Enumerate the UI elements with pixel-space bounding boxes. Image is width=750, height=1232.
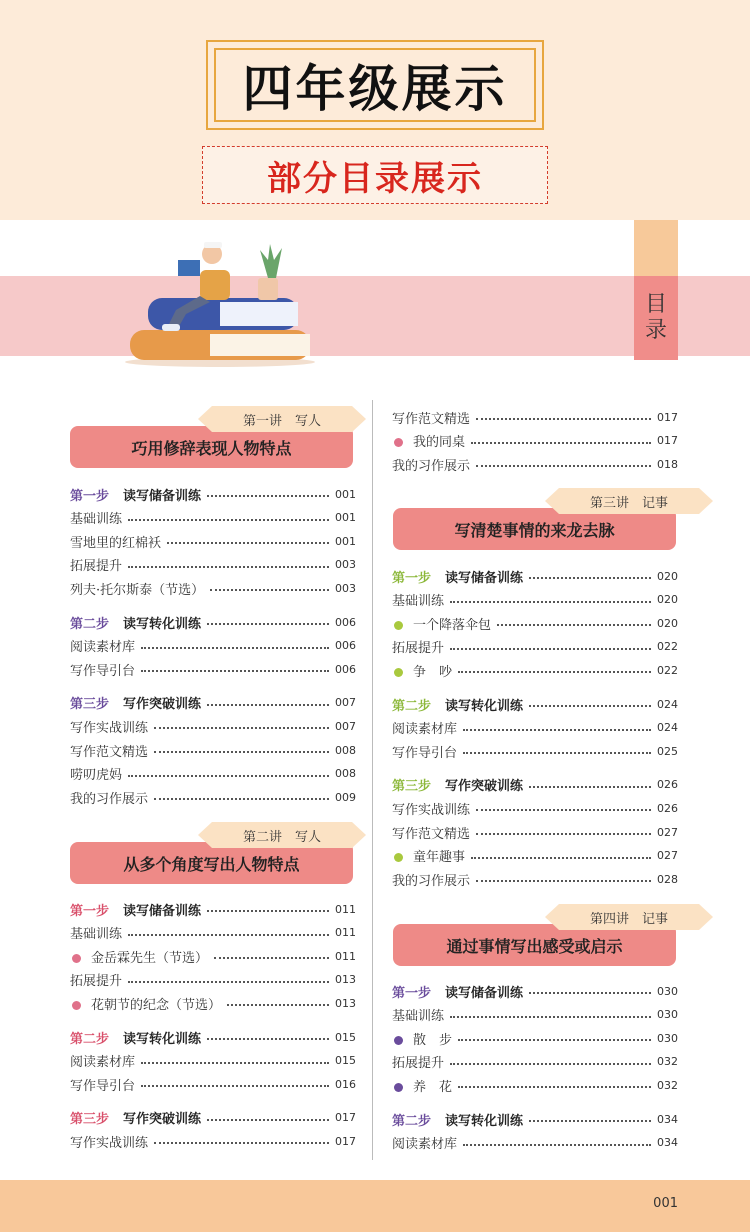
step-title: 写作突破训练 (123, 697, 202, 713)
entry-title: 花朝节的纪念（节选） (91, 997, 222, 1013)
entry-title: 争 吵 (413, 664, 453, 680)
entry-title: 拓展提升 (392, 1056, 445, 1072)
leader-dots (458, 1039, 651, 1041)
lecture-title: 从多个角度写出人物特点 (70, 842, 353, 884)
leader-dots (476, 465, 651, 467)
page-ref: 034 (657, 1112, 678, 1126)
toc-entry-row[interactable] (392, 740, 678, 762)
toc-entry-row[interactable] (70, 969, 356, 991)
toc-entry-row[interactable] (70, 530, 356, 552)
bullet-dot-icon (394, 438, 403, 447)
entry-title: 写作实战训练 (70, 1135, 149, 1151)
reading-boy-illustration (120, 230, 330, 370)
toc-entry-row[interactable] (70, 635, 356, 657)
toc-entry-row[interactable] (392, 1132, 678, 1154)
page-ref: 017 (335, 1111, 356, 1125)
page-ref: 020 (657, 616, 678, 630)
toc-step-row[interactable] (392, 774, 678, 796)
toc-entry-row[interactable] (392, 1051, 678, 1073)
leader-dots (128, 566, 329, 568)
lecture-header (70, 406, 353, 470)
page-ref: 026 (657, 778, 678, 792)
leader-dots (471, 857, 651, 859)
page-ref: 015 (335, 1030, 356, 1044)
leader-dots (529, 786, 651, 788)
leader-dots (450, 1063, 651, 1065)
leader-dots (207, 1119, 329, 1121)
bullet-dot-icon (72, 1001, 81, 1010)
leader-dots (128, 981, 329, 983)
page-ref: 020 (657, 593, 678, 607)
toc-entry-row[interactable] (392, 589, 678, 611)
leader-dots (476, 880, 651, 882)
step-title: 写作突破训练 (445, 779, 524, 795)
page-ref: 016 (335, 1077, 356, 1091)
toc-entry-row[interactable] (70, 715, 356, 737)
entry-title: 基础训练 (392, 594, 445, 610)
lecture-title: 通过事情写出感受或启示 (393, 924, 676, 966)
leader-dots (154, 798, 329, 800)
toc-entry-row[interactable] (392, 612, 678, 634)
entry-title: 写作导引台 (70, 1078, 136, 1094)
bullet-dot-icon (394, 621, 403, 630)
toc-entry-row[interactable] (70, 739, 356, 761)
toc-step-row[interactable] (392, 980, 678, 1002)
step-number: 第三步 (70, 1112, 110, 1128)
page-ref: 024 (657, 721, 678, 735)
step-title: 读写转化训练 (445, 1113, 524, 1129)
leader-dots (154, 751, 329, 753)
toc-entry-row[interactable] (392, 636, 678, 658)
toc-step-row[interactable] (70, 483, 356, 505)
leader-dots (128, 934, 329, 936)
page-ref: 011 (335, 926, 356, 940)
title-frame (206, 40, 544, 130)
page-ref: 011 (335, 949, 356, 963)
page-ref: 024 (657, 697, 678, 711)
toc-entry-row[interactable] (392, 821, 678, 843)
step-number: 第三步 (70, 697, 110, 713)
entry-title: 基础训练 (70, 927, 123, 943)
step-number: 第一步 (70, 903, 110, 919)
bullet-dot-icon (394, 1036, 403, 1045)
lecture-header (393, 488, 676, 552)
toc-entry-row[interactable] (70, 577, 356, 599)
leader-dots (529, 577, 651, 579)
leader-dots (167, 542, 329, 544)
page-title: 四年级展示 (242, 60, 508, 118)
toc-step-row[interactable] (70, 692, 356, 714)
step-number: 第一步 (392, 985, 432, 1001)
leader-dots (463, 729, 651, 731)
entry-title: 写作范文精选 (70, 744, 149, 760)
entry-title: 拓展提升 (392, 641, 445, 657)
step-number: 第三步 (392, 779, 432, 795)
toc-step-row[interactable] (392, 565, 678, 587)
toc-entry-row[interactable] (70, 786, 356, 808)
leader-dots (207, 910, 329, 912)
page-ref: 009 (335, 790, 356, 804)
page-ref: 030 (657, 1008, 678, 1022)
page-ref: 020 (657, 569, 678, 583)
entry-title: 拓展提升 (70, 559, 123, 575)
entry-title: 基础训练 (392, 1009, 445, 1025)
page-ref: 006 (335, 662, 356, 676)
entry-title: 拓展提升 (70, 974, 123, 990)
page-ref: 008 (335, 743, 356, 757)
page-ref: 003 (335, 558, 356, 572)
page-ref: 034 (657, 1136, 678, 1150)
toc-entry-row[interactable] (392, 406, 678, 428)
leader-dots (141, 1062, 329, 1064)
bullet-dot-icon (72, 954, 81, 963)
leader-dots (450, 648, 651, 650)
toc-step-row[interactable] (392, 693, 678, 715)
page-ref: 008 (335, 767, 356, 781)
lecture-tag: 第一讲 写人 (212, 406, 352, 432)
leader-dots (154, 727, 329, 729)
entry-title: 一个降落伞包 (413, 617, 492, 633)
step-number: 第二步 (70, 1031, 110, 1047)
page-ref: 030 (657, 984, 678, 998)
entry-title: 写作实战训练 (392, 802, 471, 818)
toc-entry-row[interactable] (392, 453, 678, 475)
leader-dots (463, 1144, 651, 1146)
footer-band (0, 1180, 750, 1232)
toc-entry-row[interactable] (70, 992, 356, 1014)
leader-dots (471, 442, 651, 444)
entry-title: 唠叨虎妈 (70, 768, 123, 784)
toc-entry-row[interactable] (392, 717, 678, 739)
page-ref: 001 (335, 487, 356, 501)
toc-step-row[interactable] (70, 898, 356, 920)
toc-entry-row[interactable] (392, 1004, 678, 1026)
entry-title: 阅读素材库 (70, 1055, 136, 1071)
page-ref: 011 (335, 902, 356, 916)
toc-entry-row[interactable] (392, 797, 678, 819)
step-number: 第一步 (70, 488, 110, 504)
leader-dots (476, 833, 651, 835)
leader-dots (458, 671, 651, 673)
toc-entry-row[interactable] (70, 1130, 356, 1152)
entry-title: 写作范文精选 (392, 826, 471, 842)
page-ref: 026 (657, 801, 678, 815)
toc-entry-row[interactable] (392, 659, 678, 681)
toc-entry-row[interactable] (392, 868, 678, 890)
step-number: 第二步 (70, 616, 110, 632)
step-title: 写作突破训练 (123, 1112, 202, 1128)
bullet-dot-icon (394, 668, 403, 677)
lecture-title: 巧用修辞表现人物特点 (70, 426, 353, 468)
toc-step-row[interactable] (70, 611, 356, 633)
entry-title: 写作实战训练 (70, 720, 149, 736)
page-ref: 017 (657, 434, 678, 448)
lecture-header (70, 822, 353, 886)
step-title: 读写储备训练 (123, 903, 202, 919)
leader-dots (207, 623, 329, 625)
toc-entry-row[interactable] (70, 922, 356, 944)
toc-entry-row[interactable] (70, 945, 356, 967)
entry-title: 雪地里的红棉袄 (70, 535, 162, 551)
entry-title: 散 步 (413, 1032, 453, 1048)
toc-step-row[interactable] (70, 1107, 356, 1129)
leader-dots (128, 775, 329, 777)
page-ref: 022 (657, 663, 678, 677)
leader-dots (207, 1038, 329, 1040)
entry-title: 基础训练 (70, 512, 123, 528)
bullet-dot-icon (394, 853, 403, 862)
leader-dots (154, 1142, 329, 1144)
leader-dots (207, 704, 329, 706)
toc-entry-row[interactable] (70, 1050, 356, 1072)
entry-title: 我的同桌 (413, 435, 466, 451)
contents-char-1: 目 (644, 292, 667, 317)
entry-title: 金岳霖先生（节选） (91, 950, 209, 966)
toc-entry-row[interactable] (392, 1027, 678, 1049)
leader-dots (497, 624, 651, 626)
page-ref: 017 (657, 410, 678, 424)
toc-entry-row[interactable] (70, 507, 356, 529)
page-ref: 013 (335, 973, 356, 987)
leader-dots (476, 418, 651, 420)
leader-dots (141, 670, 329, 672)
entry-title: 我的习作展示 (70, 791, 149, 807)
page-ref: 028 (657, 872, 678, 886)
step-number: 第二步 (392, 698, 432, 714)
leader-dots (207, 495, 329, 497)
step-title: 读写转化训练 (445, 698, 524, 714)
step-number: 第一步 (392, 570, 432, 586)
toc-step-row[interactable] (392, 1108, 678, 1130)
page-ref: 027 (657, 849, 678, 863)
toc-entry-row[interactable] (392, 430, 678, 452)
entry-title: 写作导引台 (70, 663, 136, 679)
leader-dots (450, 601, 651, 603)
toc-entry-row[interactable] (70, 763, 356, 785)
entry-title: 我的习作展示 (392, 458, 471, 474)
step-title: 读写转化训练 (123, 1031, 202, 1047)
lecture-title: 写清楚事情的来龙去脉 (393, 508, 676, 550)
page-number: 001 (653, 1196, 678, 1211)
leader-dots (450, 1016, 651, 1018)
lecture-tag: 第三讲 记事 (559, 488, 699, 514)
toc-entry-row[interactable] (70, 1073, 356, 1095)
entry-title: 我的习作展示 (392, 873, 471, 889)
page-ref: 006 (335, 639, 356, 653)
toc-entry-row[interactable] (70, 554, 356, 576)
page-ref: 027 (657, 825, 678, 839)
leader-dots (141, 647, 329, 649)
leader-dots (227, 1004, 329, 1006)
page-ref: 022 (657, 640, 678, 654)
page-ref: 013 (335, 996, 356, 1010)
bullet-dot-icon (394, 1083, 403, 1092)
leader-dots (529, 1120, 651, 1122)
toc-entry-row[interactable] (392, 1074, 678, 1096)
page-ref: 007 (335, 696, 356, 710)
page-ref: 001 (335, 511, 356, 525)
step-title: 读写储备训练 (445, 570, 524, 586)
page-subtitle: 部分目录展示 (267, 158, 483, 199)
page-ref: 015 (335, 1054, 356, 1068)
toc-step-row[interactable] (70, 1026, 356, 1048)
subtitle-frame (202, 146, 548, 204)
leader-dots (529, 992, 651, 994)
page-ref: 032 (657, 1055, 678, 1069)
column-divider (372, 400, 373, 1160)
page-ref: 017 (335, 1134, 356, 1148)
leader-dots (476, 809, 651, 811)
lecture-tag: 第二讲 写人 (212, 822, 352, 848)
page-ref: 032 (657, 1078, 678, 1092)
leader-dots (458, 1086, 651, 1088)
leader-dots (141, 1085, 329, 1087)
entry-title: 童年趣事 (413, 850, 466, 866)
toc-entry-row[interactable] (392, 845, 678, 867)
entry-title: 列夫·托尔斯泰（节选） (70, 582, 205, 598)
page-ref: 007 (335, 719, 356, 733)
lecture-header (393, 904, 676, 968)
page-ref: 025 (657, 744, 678, 758)
leader-dots (214, 957, 329, 959)
lecture-tag: 第四讲 记事 (559, 904, 699, 930)
leader-dots (210, 589, 329, 591)
step-title: 读写转化训练 (123, 616, 202, 632)
entry-title: 阅读素材库 (392, 722, 458, 738)
toc-entry-row[interactable] (70, 658, 356, 680)
entry-title: 阅读素材库 (70, 640, 136, 656)
step-title: 读写储备训练 (445, 985, 524, 1001)
leader-dots (529, 705, 651, 707)
page-ref: 018 (657, 457, 678, 471)
leader-dots (128, 519, 329, 521)
contents-char-2: 录 (644, 318, 667, 343)
entry-title: 写作导引台 (392, 745, 458, 761)
leader-dots (463, 752, 651, 754)
page-ref: 003 (335, 581, 356, 595)
page-ref: 006 (335, 615, 356, 629)
entry-title: 阅读素材库 (392, 1137, 458, 1153)
page-ref: 001 (335, 534, 356, 548)
entry-title: 写作范文精选 (392, 411, 471, 427)
step-title: 读写储备训练 (123, 488, 202, 504)
contents-tab (634, 220, 678, 360)
step-number: 第二步 (392, 1113, 432, 1129)
entry-title: 养 花 (413, 1079, 453, 1095)
page-ref: 030 (657, 1031, 678, 1045)
